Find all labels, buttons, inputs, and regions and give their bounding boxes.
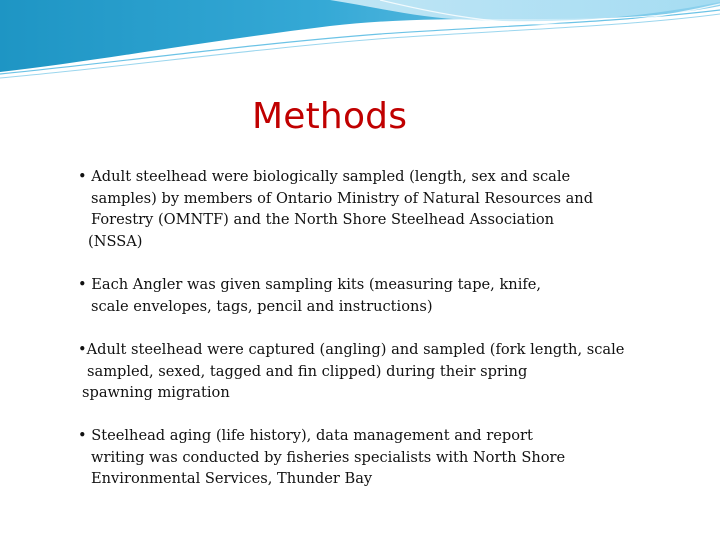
header-wave-decoration [0, 0, 720, 90]
paragraph-line: (NSSA) [88, 232, 143, 250]
paragraph-line: spawning migration [82, 384, 230, 401]
bullet-paragraph-1 [78, 166, 593, 252]
paragraph-line: samples) by members of Ontario Ministry of Natural Resources and [91, 189, 594, 207]
paragraph-line: • Each Angler was given sampling kits (measuring tape, knife, [78, 276, 542, 293]
bullet-paragraph-2 [78, 274, 541, 317]
slide-title: Methods [252, 96, 408, 137]
paragraph-line: sampled, sexed, tagged and fin clipped) during their spring [87, 362, 528, 380]
paragraph-line: •Adult steelhead were captured (angling) and sampled (fork length, scale [78, 341, 625, 358]
paragraph-line: writing was conducted by fisheries specialists with North Shore [91, 448, 566, 466]
bullet-paragraph-3 [78, 339, 624, 404]
paragraph-line: Environmental Services, Thunder Bay [91, 470, 373, 487]
paragraph-line: • Adult steelhead were biologically sampled (length, sex and scale [78, 168, 571, 185]
paragraph-line: Forestry (OMNTF) and the North Shore Steelhead Association [91, 211, 555, 228]
paragraph-line: • Steelhead aging (life history), data management and report [78, 427, 533, 444]
paragraph-line: scale envelopes, tags, pencil and instructions) [91, 297, 433, 315]
bullet-paragraph-4 [78, 425, 565, 490]
